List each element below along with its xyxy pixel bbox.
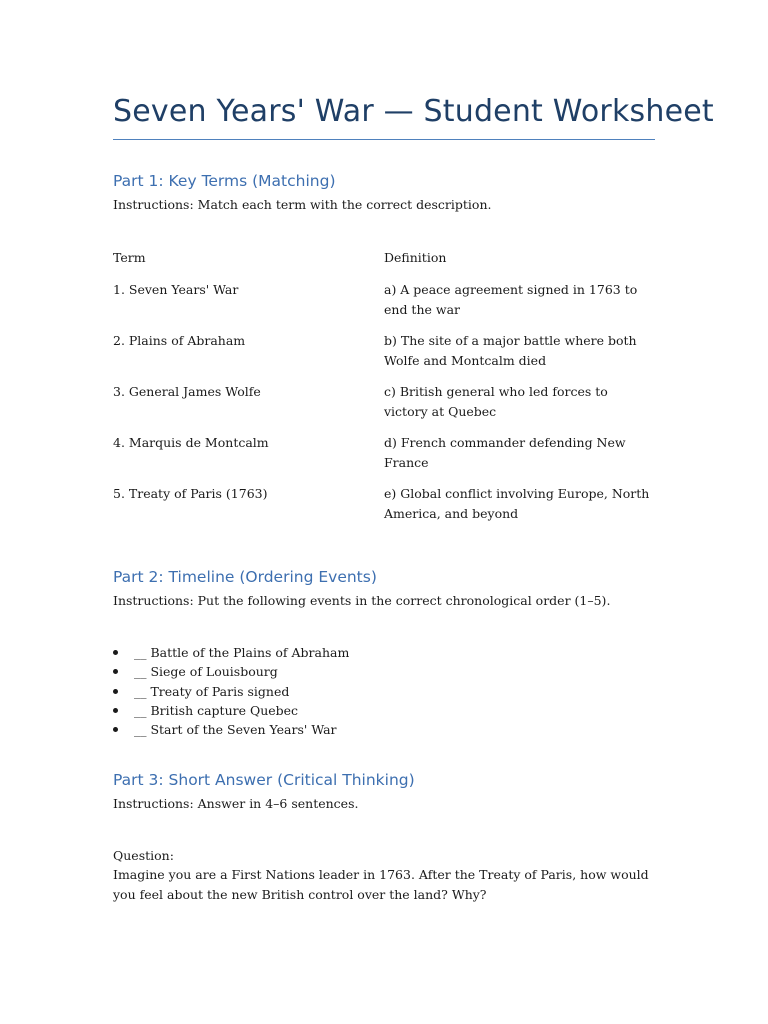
part1-instructions: Instructions: Match each term with the correct description.: [113, 197, 492, 212]
title-underline: [113, 139, 655, 140]
part3-instructions: Instructions: Answer in 4–6 sentences.: [113, 796, 359, 811]
term-cell: 1. Seven Years' War: [113, 282, 239, 297]
term-cell: 3. General James Wolfe: [113, 384, 261, 399]
list-item: [113, 682, 655, 701]
part2-instructions: Instructions: Put the following events in the correct chronological order (1–5).: [113, 593, 611, 608]
list-item: [113, 662, 655, 681]
page-title: Seven Years' War — Student Worksheet: [113, 94, 714, 129]
term-cell: 5. Treaty of Paris (1763): [113, 486, 268, 501]
question-text: Imagine you are a First Nations leader in 1763. After the Treaty of Paris, how would you feel about the new British control over the land? Why?: [113, 867, 649, 902]
question-label: Question:: [113, 848, 174, 863]
list-item: [113, 701, 655, 720]
definition-cell: c) British general who led forces to victory at Quebec: [384, 384, 608, 419]
part1-heading: Part 1: Key Terms (Matching): [113, 172, 336, 190]
timeline-event: __ Treaty of Paris signed: [134, 683, 290, 699]
definition-cell: b) The site of a major battle where both Wolfe and Montcalm died: [384, 333, 637, 368]
bullet-icon: [113, 727, 118, 732]
bullet-icon: [113, 708, 118, 713]
definition-column-header: Definition: [384, 250, 447, 265]
timeline-list: [113, 643, 655, 739]
timeline-event: __ Battle of the Plains of Abraham: [134, 645, 350, 660]
term-cell: 2. Plains of Abraham: [113, 333, 246, 348]
bullet-icon: [113, 669, 118, 674]
list-item: [113, 720, 655, 739]
part3-heading: Part 3: Short Answer (Critical Thinking): [113, 771, 415, 789]
term-column-header: Term: [113, 250, 146, 265]
list-item: [113, 643, 655, 662]
term-cell: 4. Marquis de Montcalm: [113, 435, 269, 450]
definition-cell: d) French commander defending New France: [384, 435, 626, 470]
timeline-event: __ Start of the Seven Years' War: [134, 722, 337, 738]
definition-cell: e) Global conflict involving Europe, North America, and beyond: [384, 486, 650, 521]
definition-cell: a) A peace agreement signed in 1763 to end the war: [384, 282, 638, 317]
timeline-event: __ British capture Quebec: [134, 702, 299, 718]
bullet-icon: [113, 650, 118, 655]
bullet-icon: [113, 689, 118, 694]
timeline-event: __ Siege of Louisbourg: [134, 664, 278, 680]
part2-heading: Part 2: Timeline (Ordering Events): [113, 568, 377, 586]
